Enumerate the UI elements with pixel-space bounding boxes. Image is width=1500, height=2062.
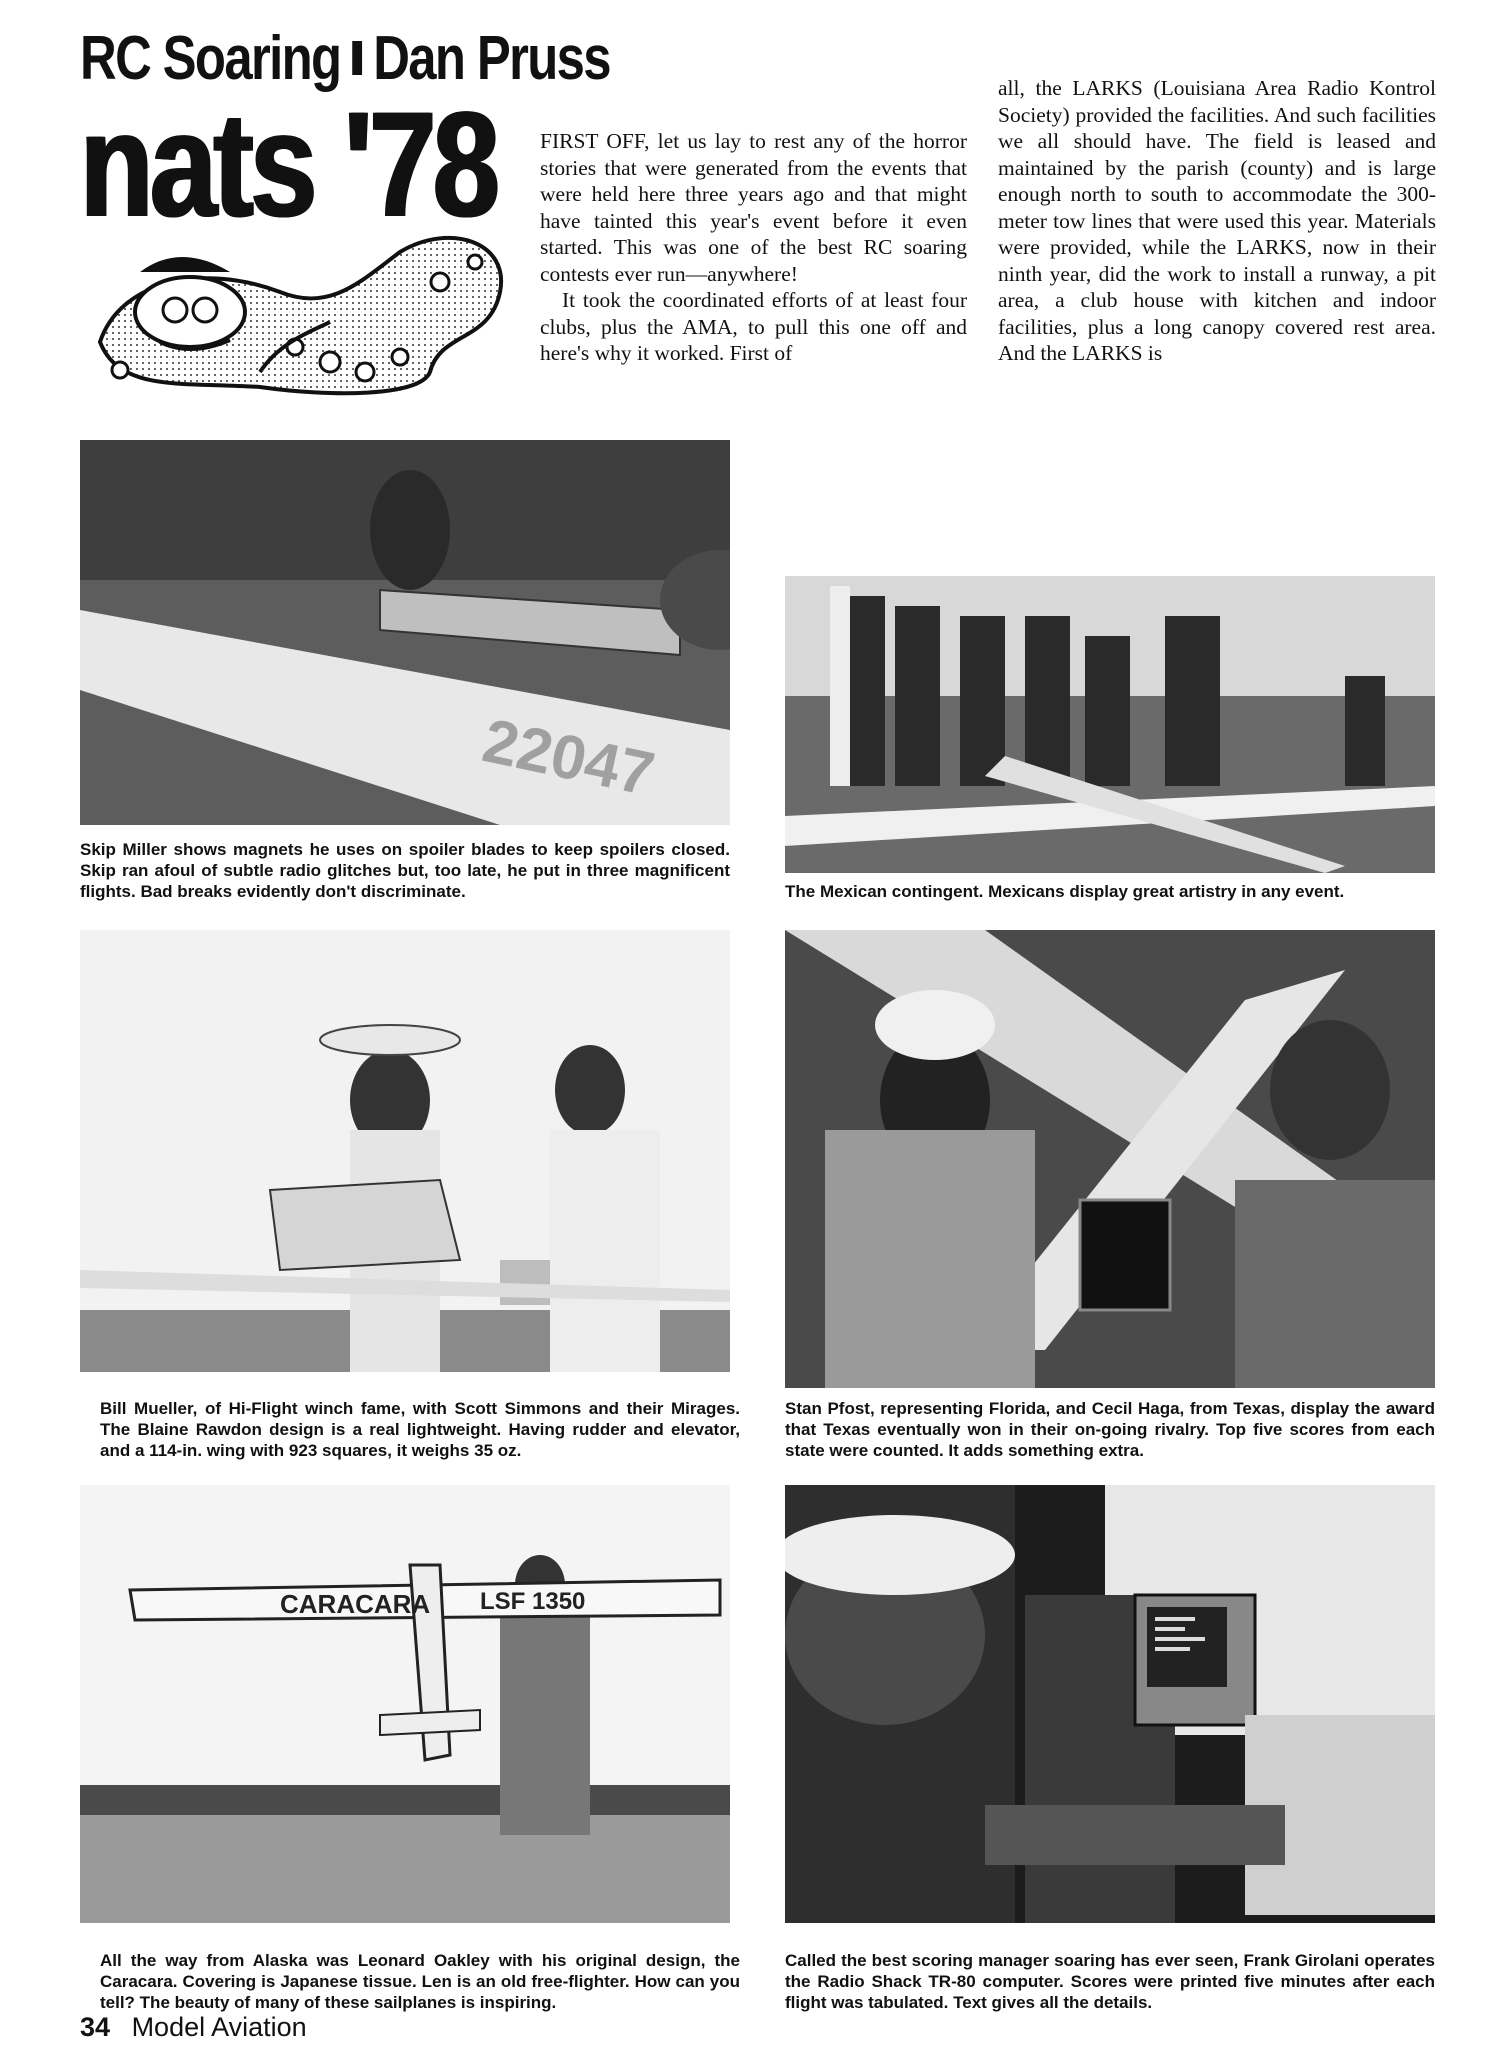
section-title: RC Soaring bbox=[80, 23, 341, 93]
nats-logo bbox=[80, 80, 510, 248]
article-column-1 bbox=[540, 128, 967, 367]
page-footer bbox=[80, 2012, 307, 2043]
photo-mexican-contingent bbox=[785, 576, 1435, 873]
article-paragraph: all, the LARKS (Louisiana Area Radio Kontrol Society) provided the facilities. And such facilities we all should have. The field is leased and maintained by the parish (county) and is large enough north to south to accommodate the 300-meter tow lines that were used this year. Materials were provided, while the LARKS, now in their ninth year, did the work to install a runway, a pit area, a club house with kitchen and indoor facilities, plus a long canopy covered rest area. And the LARKS is bbox=[998, 76, 1436, 365]
caption-photo-3: Bill Mueller, of Hi-Flight winch fame, with Scott Simmons and their Mirages. The Blaine Rawdon design is a real lightweight. Having rudder and elevator, and a 114-in. wing with 923 squares, it weighs 35 oz. bbox=[100, 1399, 740, 1460]
photo-skip-miller bbox=[80, 440, 730, 825]
square-bullet-icon bbox=[352, 41, 362, 75]
photo-award-plaque bbox=[785, 930, 1435, 1388]
magazine-name: Model Aviation bbox=[131, 2012, 307, 2042]
photo-scoring-computer bbox=[785, 1485, 1435, 1923]
caption-photo-4: Stan Pfost, representing Florida, and Cecil Haga, from Texas, display the award that Texas eventually won in their on-going rivalry. Top five scores from each state were counted. It adds something extra. bbox=[785, 1399, 1435, 1460]
photo-bill-mueller bbox=[80, 930, 730, 1372]
plane-registration: LSF 1350 bbox=[480, 1588, 586, 1615]
alligator-cartoon bbox=[80, 222, 520, 404]
article-paragraph: It took the coordinated efforts of at least four clubs, plus the AMA, to pull this one off and here's why it worked. First of bbox=[540, 288, 967, 365]
caption-photo-1: Skip Miller shows magnets he uses on spoiler blades to keep spoilers closed. Skip ran afoul of subtle radio glitches but, too late, he put in three magnificent flights. Bad breaks evidently don't discriminate. bbox=[80, 840, 730, 901]
article-paragraph: FIRST OFF, let us lay to rest any of the horror stories that were generated from the events that were held here three years ago and that might have tainted this year's event before it even started. This was one of the best RC soaring contests ever run—anywhere! bbox=[540, 129, 967, 286]
wing-number: 22047 bbox=[477, 706, 661, 810]
caption-photo-5: All the way from Alaska was Leonard Oakley with his original design, the Caracara. Covering is Japanese tissue. Len is an old free-flighter. How can you tell? The beauty of many of these sailplanes is inspiring. bbox=[100, 1951, 740, 2012]
author-name: Dan Pruss bbox=[373, 23, 610, 93]
caption-photo-6: Called the best scoring manager soaring has ever seen, Frank Girolani operates the Radio Shack TR-80 computer. Scores were printed five minutes after each flight was tabulated. Text gives all the details. bbox=[785, 1951, 1435, 2012]
plane-name: CARACARA bbox=[280, 1589, 431, 1619]
nats-logo-text: nats '78 bbox=[80, 80, 497, 248]
page-number: 34 bbox=[80, 2012, 111, 2042]
photo-caracara bbox=[80, 1485, 730, 1923]
article-column-2 bbox=[998, 75, 1436, 367]
caption-photo-2: The Mexican contingent. Mexicans display great artistry in any event. bbox=[785, 882, 1345, 901]
